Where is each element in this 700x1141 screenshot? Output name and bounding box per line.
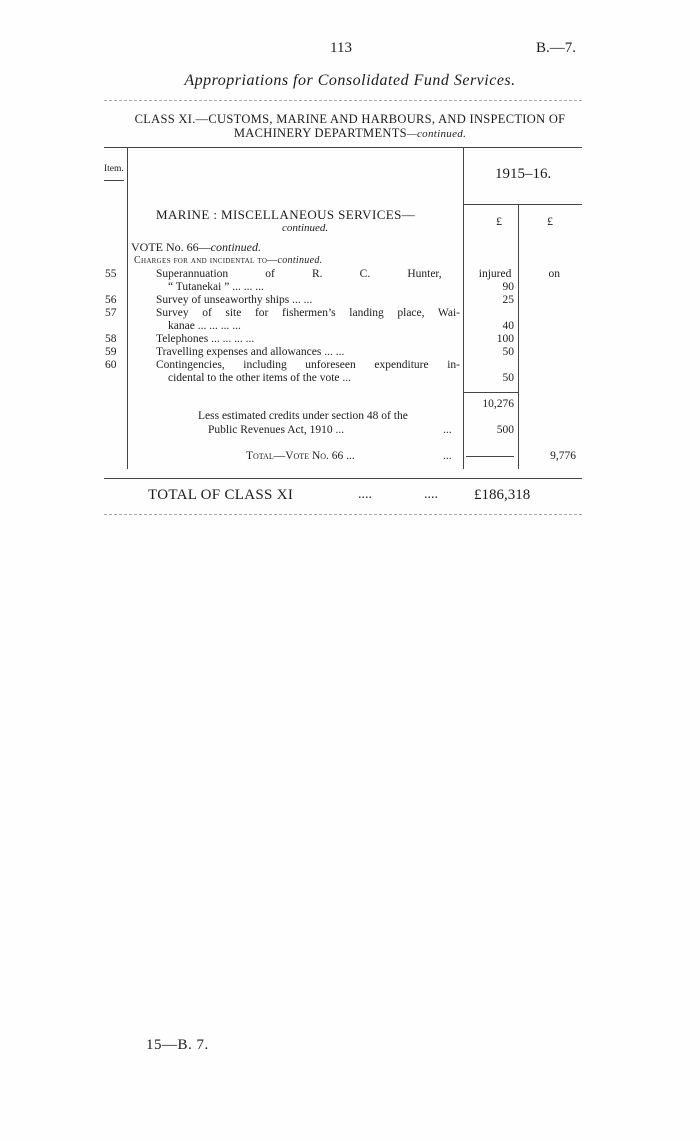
- vote-total-label: Total—Vote No. 66 ...: [246, 450, 355, 462]
- class-heading: [0, 112, 700, 141]
- item-description: Survey of unseaworthy ships ... ...: [156, 294, 313, 306]
- class-heading-line1: CLASS XI.—CUSTOMS, MARINE AND HARBOURS, AND INSPECTION OF: [134, 112, 566, 126]
- section-title-continued: continued.: [282, 222, 329, 234]
- item-description: Telephones ... ... ... ...: [156, 333, 255, 345]
- item-number: 60: [105, 359, 117, 371]
- item-amount: 90: [502, 281, 514, 293]
- item-number: 55: [105, 268, 117, 280]
- item-description: Superannuation of R. C. Hunter, injured on: [156, 268, 560, 280]
- year-header-rule: [463, 204, 582, 205]
- table-row: [100, 320, 700, 333]
- subtotal-amount: 10,276: [482, 398, 514, 410]
- page-number: 113: [330, 40, 352, 56]
- item-amount: 40: [502, 320, 514, 332]
- section-title: MARINE : MISCELLANEOUS SERVICES—: [156, 207, 416, 222]
- document-reference: B.—7.: [536, 40, 577, 56]
- item-number: 58: [105, 333, 117, 345]
- subtotal-rule: [463, 392, 518, 393]
- item-amount: 50: [502, 372, 514, 384]
- item-amount: 50: [502, 346, 514, 358]
- year-header: 1915–16.: [495, 166, 552, 182]
- table-top-rule: [104, 147, 582, 148]
- less-credits-leader: ...: [443, 424, 452, 436]
- pound-sign-amount: £: [496, 214, 502, 228]
- vote-total-leader: ...: [443, 450, 452, 462]
- item-amount: 25: [502, 294, 514, 306]
- table-row: [100, 281, 700, 294]
- item-description: “ Tutanekai ” ... ... ...: [168, 281, 264, 293]
- item-number: 57: [105, 307, 117, 319]
- item-description: cidental to the other items of the vote ...: [168, 372, 351, 384]
- footer-reference: 15—B. 7.: [146, 1037, 209, 1053]
- vote-total-amount: 9,776: [550, 450, 576, 462]
- table-row: [100, 307, 700, 320]
- table-row: [100, 268, 700, 281]
- pound-sign-total: £: [547, 214, 553, 228]
- class-total-leader: ....: [424, 487, 438, 502]
- table-bottom-rule: [104, 478, 582, 479]
- class-heading-continued: —continued.: [406, 128, 467, 140]
- table-row: [100, 294, 700, 307]
- table-row: [100, 333, 700, 346]
- item-header-rule: [104, 180, 124, 181]
- vote-heading: VOTE No. 66—continued.: [131, 240, 261, 254]
- less-credits-line1: Less estimated credits under section 48 of the: [198, 410, 408, 422]
- class-heading-line2: MACHINERY DEPARTMENTS—continued.: [233, 126, 467, 140]
- item-amount: 100: [496, 333, 514, 345]
- item-number: 59: [105, 346, 117, 358]
- less-credits-line2: Public Revenues Act, 1910 ...: [208, 424, 345, 436]
- class-total-amount: £186,318: [474, 487, 531, 503]
- item-number: 56: [105, 294, 117, 306]
- item-column-header: Item.: [104, 164, 124, 174]
- class-total-rule: [104, 514, 582, 515]
- item-description: Travelling expenses and allowances ... ...: [156, 346, 345, 358]
- charges-heading: Charges for and incidental to—continued.: [134, 255, 323, 266]
- vote-total-rule: [466, 456, 514, 457]
- item-description: kanae ... ... ... ...: [168, 320, 241, 332]
- class-total-label: TOTAL OF CLASS XI: [148, 487, 294, 503]
- table-row: [100, 359, 700, 372]
- less-credits-amount: 500: [496, 424, 514, 436]
- item-description: Contingencies, including unforeseen expenditure in-: [156, 359, 460, 371]
- table-row: [100, 372, 700, 385]
- page-title: Appropriations for Consolidated Fund Services.: [184, 72, 516, 89]
- class-total-leader: ....: [358, 487, 372, 502]
- title-rule: [104, 100, 582, 101]
- item-description: Survey of site for fishermen’s landing place, Wai-: [156, 307, 460, 319]
- table-row: [100, 346, 700, 359]
